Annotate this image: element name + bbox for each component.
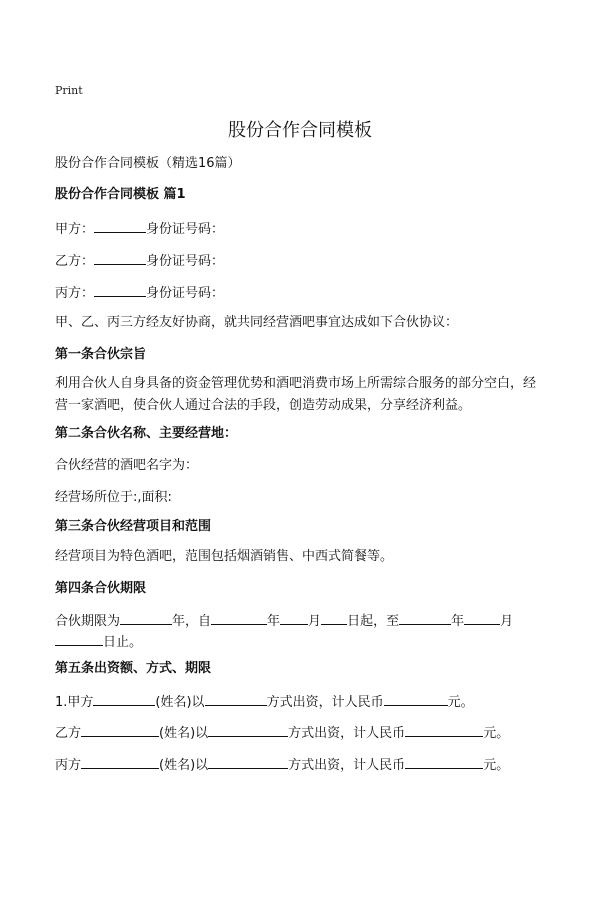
end-year-blank [399,610,451,625]
row3-method-blank [208,754,288,769]
row2-amount-blank [405,722,483,737]
party-bing-line [55,282,224,303]
party-bing-blank [94,282,146,297]
row3-prefix: 丙方 [55,758,82,773]
row3-yuan: 元。 [483,758,510,773]
document-title: 股份合作合同模板 [228,120,372,141]
row2-yuan: 元。 [483,726,510,741]
row1-name-part: (姓名)以 [155,695,205,710]
row3-method-part: 方式出资，计人民币 [288,758,406,773]
row1-method-blank [205,691,267,706]
row2-name-blank [81,722,159,737]
end-year-unit: 年 [451,614,465,629]
contribution-row-bing [55,754,509,775]
contribution-row-yi [55,722,509,743]
row3-name-part: (姓名)以 [159,758,209,773]
row1-yuan: 元。 [447,695,474,710]
row2-name-part: (姓名)以 [159,726,209,741]
article4-term-line2 [55,631,142,652]
party-jia-id-label: 身份证号码： [146,222,225,237]
start-year-blank [211,610,267,625]
end-day-blank [55,631,103,646]
article1-body: 利用合伙人自身具备的资金管理优势和酒吧消费市场上所需综合服务的部分空白，经营一家酒吧，使合伙人通过合法的手段，创造劳动成果，分享经济利益。 [55,376,537,413]
start-year-unit: 年 [267,614,281,629]
article1-heading: 第一条合伙宗旨 [55,347,147,362]
start-month-blank [280,610,308,625]
row2-method-blank [208,722,288,737]
end-month-unit: 月 [500,614,514,629]
article2-name-line: 合伙经营的酒吧名字为： [55,458,199,473]
row1-amount-blank [384,691,448,706]
row3-amount-blank [405,754,483,769]
article3-heading: 第三条合伙经营项目和范围 [55,519,212,534]
row1-prefix: 1.甲方 [55,695,94,710]
party-yi-label: 乙方： [55,254,95,269]
term-years-blank [120,610,172,625]
party-bing-id-label: 身份证号码： [146,286,225,301]
article3-body: 经营项目为特色酒吧，范围包括烟酒销售、中西式简餐等。 [55,549,394,564]
article2-place-line: 经营场所位于:,面积: [55,490,172,505]
end-month-blank [464,610,500,625]
start-day-until-label: 日起，至 [347,614,400,629]
party-jia-blank [94,218,146,233]
intro-paragraph: 甲、乙、丙三方经友好协商，就共同经营酒吧事宜达成如下合伙协议： [55,315,459,330]
article4-heading: 第四条合伙期限 [55,581,147,596]
print-label: Print [55,84,83,97]
row1-method-part: 方式出资，计人民币 [266,695,384,710]
article2-heading: 第二条合伙名称、主要经营地： [55,426,238,441]
row3-name-blank [81,754,159,769]
party-jia-label: 甲方： [55,222,95,237]
party-jia-line [55,218,224,239]
party-yi-id-label: 身份证号码： [146,254,225,269]
article5-heading: 第五条出资额、方式、期限 [55,661,212,676]
document-subtitle: 股份合作合同模板（精选16篇） [55,156,241,171]
article4-term-line1 [55,610,513,631]
term-label: 合伙期限为 [55,614,121,629]
start-month-unit: 月 [308,614,322,629]
start-day-blank [321,610,347,625]
term-year-from-label: 年，自 [172,614,212,629]
row2-method-part: 方式出资，计人民币 [288,726,406,741]
row1-name-blank [93,691,155,706]
party-yi-line [55,250,224,271]
row2-prefix: 乙方 [55,726,82,741]
end-day-label: 日止。 [103,635,143,650]
party-bing-label: 丙方： [55,286,95,301]
party-yi-blank [94,250,146,265]
section-heading: 股份合作合同模板 篇1 [55,187,186,202]
contribution-row-jia [55,691,474,712]
